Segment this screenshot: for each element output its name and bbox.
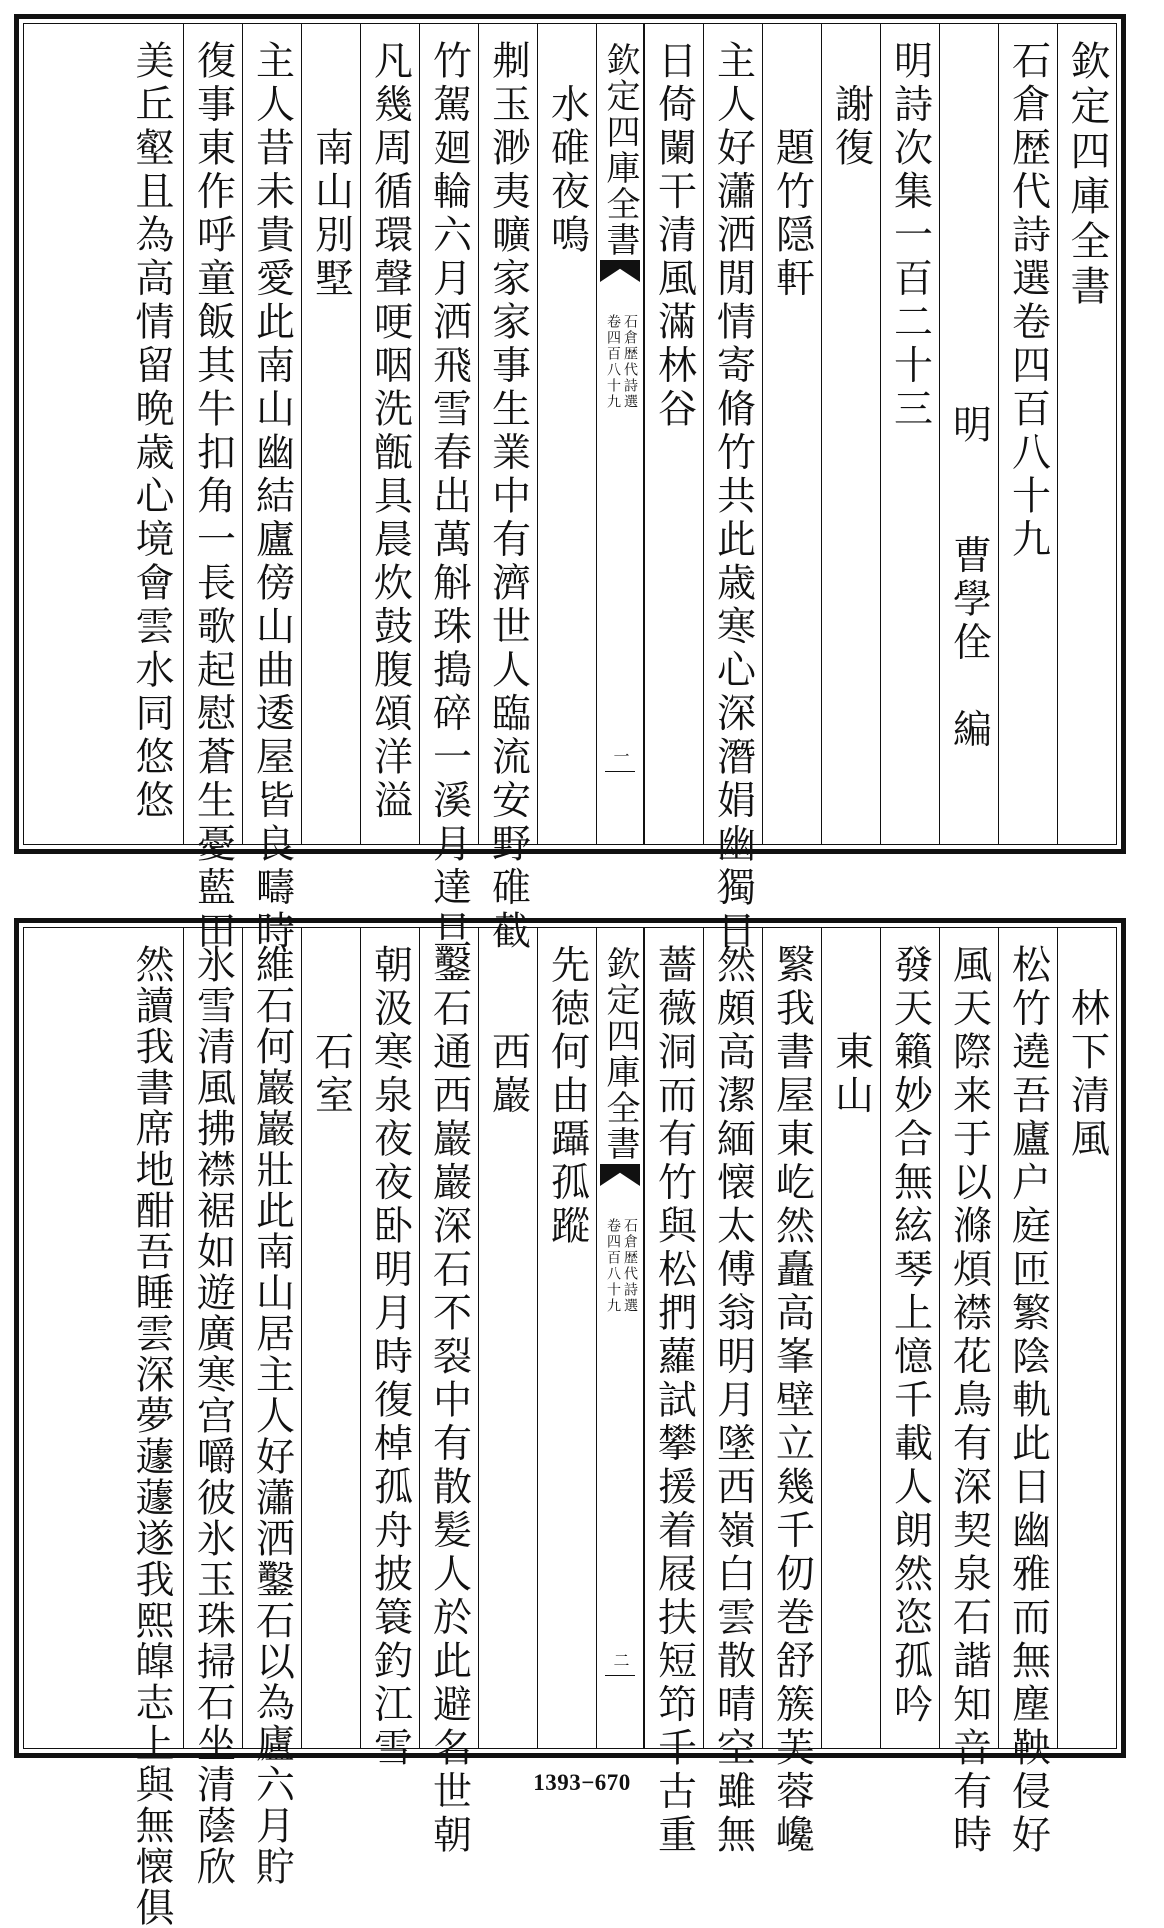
top-col-text: 凡幾周循環聲哽咽洗甑具晨炊鼓腹頌洋溢	[367, 40, 413, 823]
bottom-col-text: 薔薇洞而有竹與松捫蘿試攀援着屐扶短笻千古重	[651, 944, 697, 1858]
top-col-r6	[703, 24, 762, 954]
fold-page-number: 一	[611, 748, 630, 764]
bottom-col-l7	[22, 928, 183, 1928]
top-col-r7	[644, 24, 703, 844]
top-col-text: 欽定四庫全書	[1064, 40, 1110, 310]
top-col-l2	[419, 24, 478, 954]
top-col-text: 竹駕廻輪六月洒飛雪春出萬斛珠搗碎一溪月達旦	[426, 40, 472, 954]
top-col-text: 題竹隠軒	[769, 40, 815, 301]
bottom-col-text: 然讀我書席地酣吾睡雲深夢蘧蘧遂我熙皥志上與無懐俱	[129, 944, 174, 1928]
top-col-text: 南山別墅	[308, 40, 354, 301]
top-col-text: 刜玉渺夷曠家家事生業中有濟世人臨流安野碓截	[485, 40, 531, 954]
top-col-r5	[762, 24, 821, 844]
bottom-col-l3	[360, 928, 419, 1771]
bottom-col-text: 東山	[828, 944, 874, 1118]
top-fold-column	[596, 24, 644, 844]
bottom-col-text: 繄我書屋東屹然矗高峯壁立幾千仞巻舒簇芙蓉巉	[769, 944, 815, 1858]
fold-book-title: 石倉歴代詩選	[622, 1218, 638, 1314]
bottom-col-r3	[880, 928, 939, 1748]
top-col-l7	[22, 24, 183, 844]
top-col-text: 明 曹學佺 編	[946, 404, 992, 752]
bottom-col-text: 然頗高潔緬懐太傅翁明月墜西嶺白雲散晴空雖無	[710, 944, 756, 1858]
top-col-l3	[360, 24, 419, 844]
bottom-col-r5	[762, 928, 821, 1858]
top-col-r1	[998, 24, 1057, 844]
fold-rule	[605, 1675, 635, 1676]
top-page	[14, 14, 1126, 954]
fold-page-number: 二	[611, 1652, 630, 1668]
top-col-text: 復事東作呼童飯其牛扣角一長歌起慰蒼生憂藍田	[190, 40, 236, 954]
bottom-col-r0	[1057, 928, 1116, 1748]
bottom-col-text: 林下清風	[1064, 944, 1110, 1162]
bottom-col-l5	[242, 928, 301, 1887]
top-page-frame	[23, 23, 1117, 954]
fold-book-title: 石倉歴代詩選	[622, 314, 638, 410]
bottom-col-text: 鑿石通西巖巖深石不裂中有散髪人於此避名世朝	[426, 944, 472, 1858]
top-col-l6	[183, 24, 242, 954]
fold-volume: 卷四百八十九	[605, 1218, 621, 1314]
bottom-col-text: 維石何巖巖壯此南山居主人好瀟洒鑿石以為廬六月貯	[249, 944, 295, 1887]
top-col-text: 主人好瀟洒閒情寄脩竹共此歳寒心深潛娟幽獨日	[710, 40, 756, 954]
bottom-col-text: 松竹遶吾廬户庭匝繁陰軌此日幽雅而無塵鞅侵好	[1005, 944, 1051, 1858]
fold-volume: 卷四百八十九	[605, 314, 621, 410]
fold-title: 欽定四庫全書	[600, 946, 640, 1162]
top-col-l1	[478, 24, 537, 954]
page-footer-number: 1393−670	[533, 1770, 631, 1795]
bottom-col-text: 石室	[308, 944, 354, 1118]
top-col-r3	[880, 24, 939, 844]
bottom-col-r1	[998, 928, 1057, 1858]
top-col-l5	[242, 24, 301, 954]
top-col-text: 明詩次集一百二十三	[887, 40, 933, 432]
top-col-r0	[1057, 24, 1116, 844]
top-col-text: 日倚闌干清風滿林谷	[651, 40, 697, 432]
fold-title: 欽定四庫全書	[600, 42, 640, 258]
bottom-fold-column	[596, 928, 644, 1748]
top-col-l4	[301, 24, 360, 844]
bottom-col-text: 發天籟妙合無絃琴上憶千載人朗然恣孤吟	[887, 944, 933, 1727]
bottom-col-l0	[537, 928, 596, 1748]
bottom-col-r2	[939, 928, 998, 1858]
bottom-col-text: 西巖	[485, 944, 531, 1118]
fold-rule	[605, 771, 635, 772]
bottom-col-l2	[419, 928, 478, 1858]
bottom-col-r7	[644, 928, 703, 1858]
bottom-col-r4	[821, 928, 880, 1748]
bottom-col-text: 先徳何由躡孤蹤	[544, 944, 590, 1249]
bottom-col-text: 風天際来于以滌煩襟花鳥有深契泉石諧知音有時	[946, 944, 992, 1858]
bottom-col-l1	[478, 928, 537, 1748]
top-col-text: 主人昔未貴愛此南山幽結廬傍山曲逶屋皆良疇時	[249, 40, 295, 954]
top-col-text: 水碓夜鳴	[544, 40, 590, 258]
bottom-col-r6	[703, 928, 762, 1858]
bottom-col-l4	[301, 928, 360, 1748]
fishtail-mark	[600, 260, 640, 282]
fishtail-mark	[600, 1164, 640, 1186]
bottom-col-text: 氷雪清風拂襟裾如遊廣寒宫嚼彼氷玉珠掃石坐清蔭欣	[190, 944, 236, 1887]
top-col-text: 謝復	[828, 40, 874, 171]
top-col-r2	[939, 24, 998, 844]
top-col-r4	[821, 24, 880, 844]
bottom-col-l6	[183, 928, 242, 1887]
bottom-col-text: 朝汲寒泉夜夜卧明月時復棹孤舟披簑釣江雪	[367, 944, 413, 1771]
top-col-l0	[537, 24, 596, 844]
top-col-text: 石倉歴代詩選卷四百八十九	[1005, 40, 1051, 562]
top-col-text: 美丘壑且為高情留晩歳心境會雲水同悠悠	[129, 40, 174, 823]
